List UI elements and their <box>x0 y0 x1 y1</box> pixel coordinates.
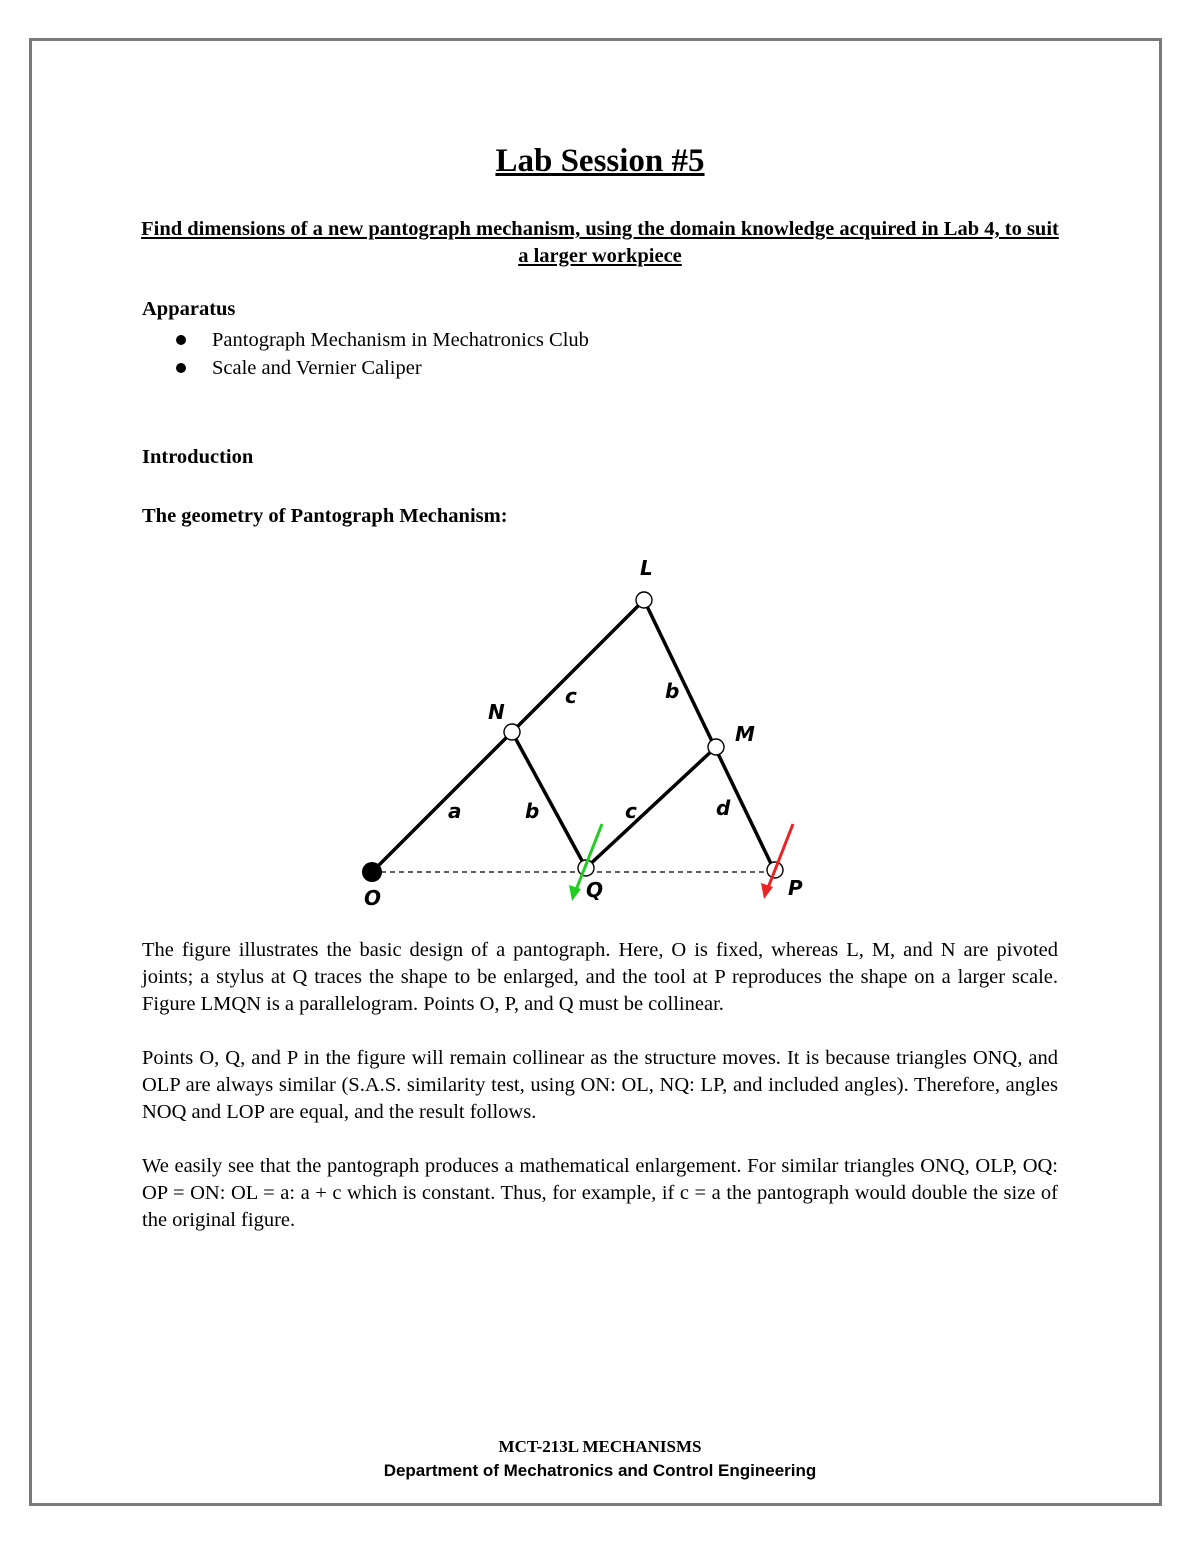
list-item <box>142 354 589 382</box>
paragraph-enlargement: We easily see that the pantograph produces a mathematical enlargement. For similar triangles ONQ, OLP, OQ: OP = ON: OL = a: a + c which is constant. Thus, for example, if c = a the pantograph would double the size of the original figure. <box>142 1155 1058 1231</box>
label-link-d: d <box>716 796 731 820</box>
link-QM <box>586 747 716 868</box>
label-link-b-lower: b <box>525 799 540 823</box>
label-link-c-upper: c <box>565 684 577 708</box>
label-link-c-lower: c <box>625 799 637 823</box>
apparatus-heading: Apparatus <box>142 298 236 320</box>
apparatus-item-label: Pantograph Mechanism in Mechatronics Club <box>212 329 589 351</box>
geometry-heading: The geometry of Pantograph Mechanism: <box>142 505 508 527</box>
footer-department: Department of Mechatronics and Control Engineering <box>383 1461 817 1480</box>
label-P: P <box>788 876 803 900</box>
pantograph-links <box>372 600 775 872</box>
label-link-b-upper: b <box>665 679 680 703</box>
joint-N <box>504 724 520 740</box>
paragraph-design: The figure illustrates the basic design of a pantograph. Here, O is fixed, whereas L, M, and N are pivoted joints; a stylus at Q traces the shape to be enlarged, and the tool at P reproduces the shape on a larger scale. Figure LMQN is a parallelogram. Points O, P, and Q must be collinear. <box>142 939 1058 1015</box>
paragraph-collinear: Points O, Q, and P in the figure will remain collinear as the structure moves. It is because triangles ONQ, and OLP are always similar (S.A.S. similarity test, using ON: OL, NQ: LP, and included angles). Therefore, angles NOQ and LOP are equal, and the result follows. <box>142 1047 1058 1123</box>
apparatus-item-label: Scale and Vernier Caliper <box>212 357 422 379</box>
page-title: Lab Session #5 <box>495 143 705 179</box>
label-link-a: a <box>448 799 462 823</box>
fixed-pivot-O <box>362 862 382 882</box>
bullet-icon <box>176 363 186 373</box>
label-L: L <box>640 556 653 580</box>
joint-M <box>708 739 724 755</box>
lab-objective: Find dimensions of a new pantograph mechanism, using the domain knowledge acquired in Lab 4, to suit a larger workpiece <box>141 218 1059 267</box>
pantograph-diagram <box>350 545 850 915</box>
apparatus-list <box>142 326 589 382</box>
bullet-icon <box>176 335 186 345</box>
link-NQ <box>512 732 586 868</box>
label-O: O <box>364 886 382 910</box>
list-item <box>142 326 589 354</box>
label-M: M <box>735 722 755 746</box>
footer-course: MCT-213L MECHANISMS <box>498 1437 702 1456</box>
label-Q: Q <box>586 878 604 902</box>
link-LP <box>644 600 775 872</box>
joint-L <box>636 592 652 608</box>
introduction-heading: Introduction <box>142 446 254 468</box>
label-N: N <box>488 700 505 724</box>
